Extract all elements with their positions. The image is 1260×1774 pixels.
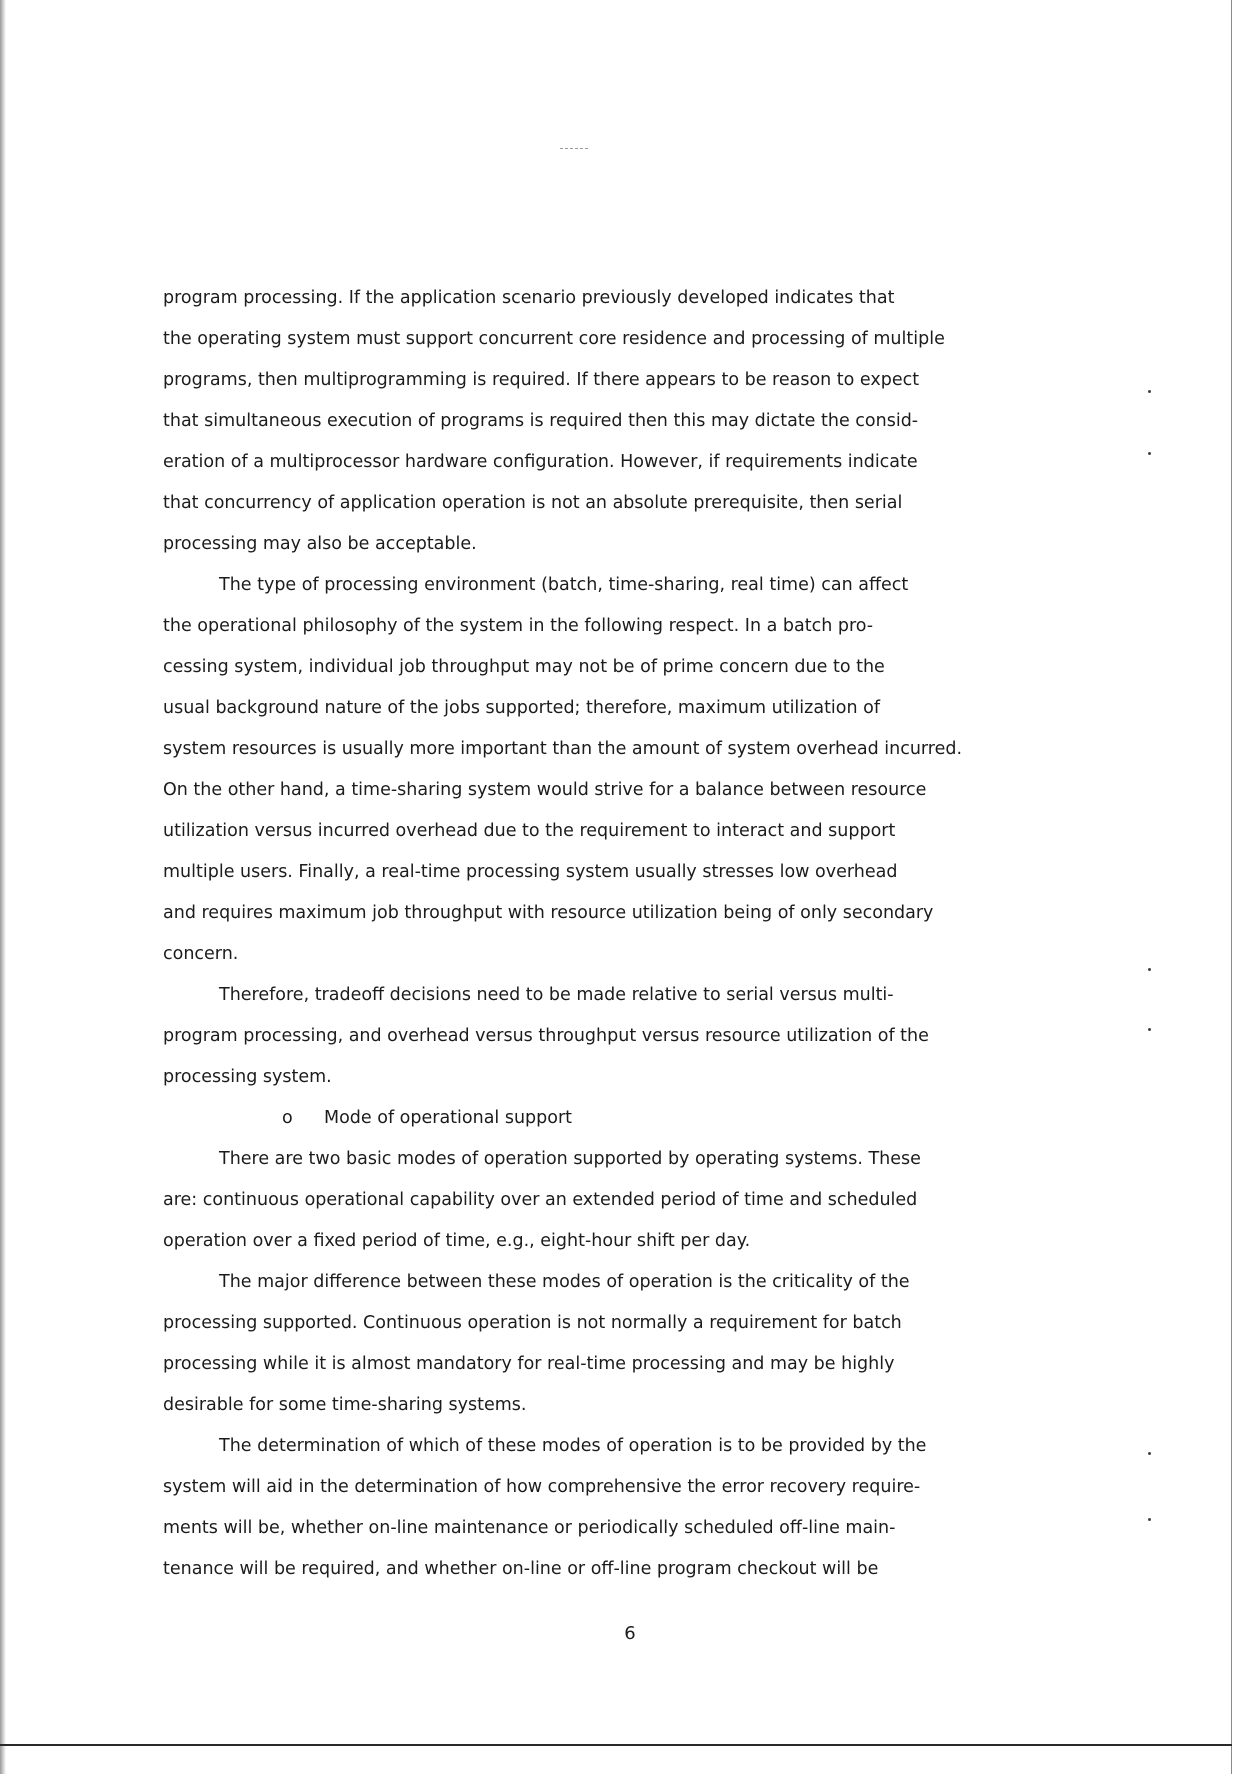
text-line: processing while it is almost mandatory for real-time processing and may be highly	[163, 1354, 895, 1374]
scan-speck	[1148, 452, 1151, 455]
text-line: the operational philosophy of the system in the following respect. In a batch pro-	[163, 616, 874, 636]
text-line: the operating system must support concurrent core residence and processing of multiple	[163, 329, 945, 349]
scan-top-mark	[560, 148, 588, 151]
text-line: ments will be, whether on-line maintenance or periodically scheduled off-line main-	[163, 1518, 896, 1538]
text-line: operation over a fixed period of time, e.g., eight-hour shift per day.	[163, 1231, 751, 1251]
scan-speck	[1148, 1518, 1151, 1521]
body-text	[163, 278, 1038, 1590]
scan-speck	[1148, 1452, 1151, 1455]
text-line: The determination of which of these modes of operation is to be provided by the	[219, 1436, 927, 1456]
scan-right-edge	[1231, 0, 1232, 1774]
text-line: There are two basic modes of operation supported by operating systems. These	[219, 1149, 921, 1169]
text-line: On the other hand, a time-sharing system would strive for a balance between resource	[163, 780, 927, 800]
text-line: that simultaneous execution of programs is required then this may dictate the consid-	[163, 411, 919, 431]
text-line: are: continuous operational capability over an extended period of time and scheduled	[163, 1190, 918, 1210]
text-line: eration of a multiprocessor hardware configuration. However, if requirements indicate	[163, 452, 918, 472]
text-line: multiple users. Finally, a real-time processing system usually stresses low overhead	[163, 862, 898, 882]
scan-left-edge	[0, 0, 6, 1774]
text-line: programs, then multiprogramming is required. If there appears to be reason to expect	[163, 370, 920, 390]
bullet-text: Mode of operational support	[324, 1108, 573, 1128]
text-line: program processing, and overhead versus throughput versus resource utilization of the	[163, 1026, 929, 1046]
text-line: processing may also be acceptable.	[163, 534, 477, 554]
bullet-symbol: o	[282, 1108, 293, 1128]
scan-speck	[1148, 968, 1151, 971]
text-line: concern.	[163, 944, 239, 964]
text-line: program processing. If the application scenario previously developed indicates that	[163, 288, 895, 308]
scan-bottom-rule	[0, 1744, 1232, 1746]
text-line: processing supported. Continuous operation is not normally a requirement for batch	[163, 1313, 902, 1333]
text-line: processing system.	[163, 1067, 332, 1087]
text-line: usual background nature of the jobs supported; therefore, maximum utilization of	[163, 698, 881, 718]
text-line: utilization versus incurred overhead due to the requirement to interact and support	[163, 821, 896, 841]
text-line: system will aid in the determination of how comprehensive the error recovery require-	[163, 1477, 921, 1497]
text-line: Therefore, tradeoff decisions need to be made relative to serial versus multi-	[219, 985, 894, 1005]
scan-speck	[1148, 390, 1151, 393]
text-line: that concurrency of application operation is not an absolute prerequisite, then serial	[163, 493, 903, 513]
text-line: cessing system, individual job throughput may not be of prime concern due to the	[163, 657, 885, 677]
page-number: 6	[624, 1623, 636, 1644]
text-line: tenance will be required, and whether on-line or off-line program checkout will be	[163, 1559, 879, 1579]
text-line: and requires maximum job throughput with resource utilization being of only secondary	[163, 903, 934, 923]
text-line: desirable for some time-sharing systems.	[163, 1395, 527, 1415]
text-line: system resources is usually more important than the amount of system overhead incurred.	[163, 739, 963, 759]
text-line: The type of processing environment (batch, time-sharing, real time) can affect	[219, 575, 909, 595]
bullet-item	[163, 1098, 1038, 1139]
scan-speck	[1148, 1028, 1151, 1031]
text-line: The major difference between these modes of operation is the criticality of the	[219, 1272, 910, 1292]
